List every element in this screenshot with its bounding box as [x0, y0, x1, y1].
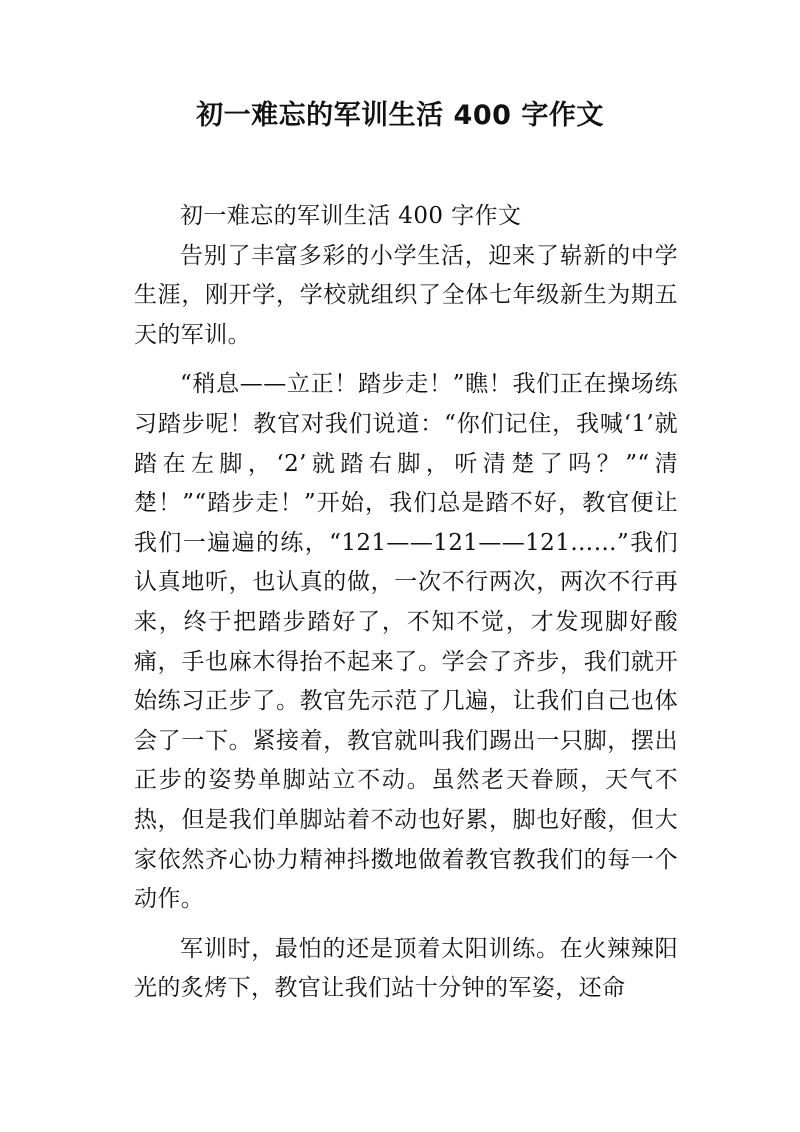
document-title: 初一难忘的军训生活 400 字作文	[196, 100, 604, 131]
document-body	[134, 197, 678, 1009]
paragraph-intro: 告别了丰富多彩的小学生活，迎来了崭新的中学生涯，刚开学，学校就组织了全体七年级新生为期五天的军训。	[134, 242, 678, 348]
paragraph-marching-practice: “稍息——立正！踏步走！”瞧！我们正在操场练习踏步呢！教官对我们说道：“你们记住，我喊‘1’就踏在左脚，‘2’就踏右脚，听清楚了吗？”“清楚！”“踏步走！”开始，我们总是踏不好，教官便让我们一遍遍的练，“121——121——121……”我们认真地听，也认真的做，一次不行两次，两次不行再来，终于把踏步踏好了，不知不觉，才发现脚好酸痛，手也麻木得抬不起来了。学会了齐步，我们就开始练习正步了。教官先示范了几遍，让我们自己也体会了一下。紧接着，教官就叫我们踢出一只脚，摆出正步的姿势单脚站立不动。虽然老天眷顾，天气不热，但是我们单脚站着不动也好累，脚也好酸，但大家依然齐心协力精神抖擞地做着教官教我们的每一个动作。	[134, 371, 678, 913]
paragraph-sun-training: 军训时，最怕的还是顶着太阳训练。在火辣辣阳光的炙烤下，教官让我们站十分钟的军姿，还命	[134, 935, 678, 1002]
paragraph-subtitle: 初一难忘的军训生活 400 字作文	[180, 203, 522, 229]
